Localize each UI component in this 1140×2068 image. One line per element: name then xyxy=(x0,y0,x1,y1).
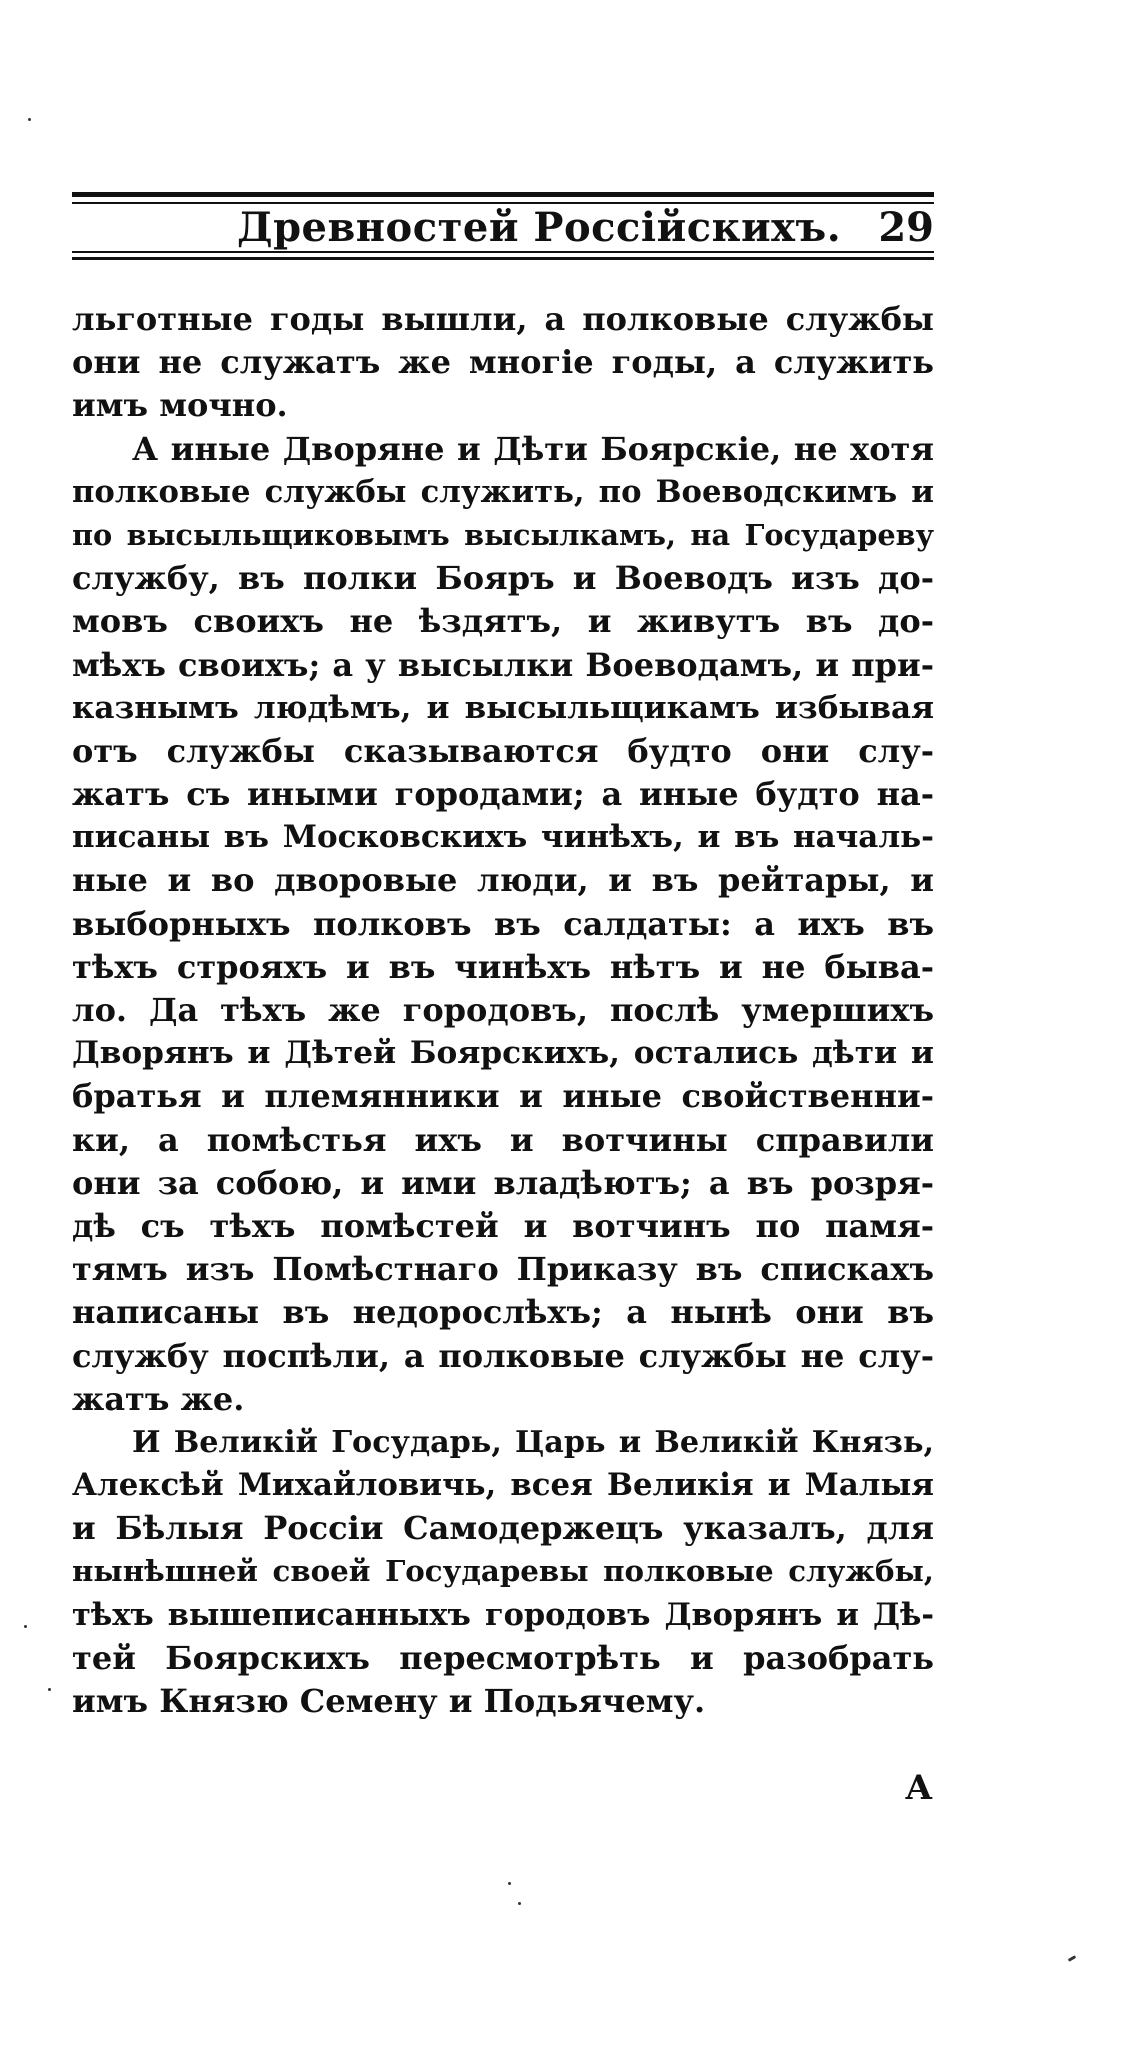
text-line: ки, а помѣстья ихъ и вотчины справили xyxy=(72,1120,934,1159)
text-line: писаны въ Московскихъ чинѣхъ, и въ началь- xyxy=(72,819,934,856)
text-line: отъ службы сказываются будто они слу- xyxy=(72,731,934,770)
text-line: А иные Дворяне и Дѣти Боярскіе, не хотя xyxy=(132,429,934,468)
text-line: полковые службы служить, по Воеводскимъ и xyxy=(72,473,934,510)
text-line: тѣхъ строяхъ и въ чинѣхъ нѣтъ и не быва- xyxy=(72,947,934,986)
text-line: мѣхъ своихъ; а у высылки Воеводамъ, и при- xyxy=(72,645,934,684)
text-line: имъ Князю Семену и Подьячему. xyxy=(72,1682,706,1720)
running-head xyxy=(72,205,934,251)
running-title: Древностей Россійскихъ. xyxy=(237,204,842,251)
text-line: имъ мочно. xyxy=(72,386,288,425)
text-line: службу, въ полки Бояръ и Воеводъ изъ до- xyxy=(72,559,934,598)
page-number: 29 xyxy=(878,204,934,251)
header-rule-top-thick xyxy=(72,192,934,197)
text-line: и Бѣлыя Россіи Самодержецъ указалъ, для xyxy=(72,1509,934,1548)
text-line: жатъ съ иными городами; а иные будто на- xyxy=(72,775,934,814)
text-line: мовъ своихъ не ѣздятъ, и живутъ въ до- xyxy=(72,602,934,641)
text-line: по высыльщиковымъ высылкамъ, на Государеву xyxy=(72,517,934,552)
text-line: жатъ же. xyxy=(72,1379,245,1418)
text-line: они не служатъ же многіе годы, а служить xyxy=(72,343,934,382)
text-line: льготные годы вышли, а полковые службы xyxy=(72,300,934,338)
text-line: Дворянъ и Дѣтей Боярскихъ, остались дѣти и xyxy=(72,1035,934,1072)
text-line: дѣ съ тѣхъ помѣстей и вотчинъ по памя- xyxy=(72,1206,934,1245)
header-rule-bottom-thick xyxy=(72,257,934,260)
catchword: А xyxy=(905,1768,933,1808)
text-line: ные и во дворовые люди, и въ рейтары, и xyxy=(72,861,934,900)
text-line: казнымъ людѣмъ, и высыльщикамъ избывая xyxy=(72,689,934,726)
text-line: выборныхъ полковъ въ салдаты: а ихъ въ xyxy=(72,904,934,943)
body-text xyxy=(72,298,934,1723)
text-line: Алексѣй Михайловичь, всея Великія и Малыя xyxy=(72,1467,934,1504)
text-line: тямъ изъ Помѣстнаго Приказу въ спискахъ xyxy=(72,1250,934,1289)
text-line: тѣхъ вышеписанныхъ городовъ Дворянъ и Дѣ- xyxy=(72,1596,934,1633)
text-line: ло. Да тѣхъ же городовъ, послѣ умершихъ xyxy=(72,991,934,1029)
text-line: службу поспѣли, а полковые службы не слу- xyxy=(72,1336,934,1375)
text-line: написаны въ недорослѣхъ; а нынѣ они въ xyxy=(72,1293,934,1332)
text-line: братья и племянники и иные свойственни- xyxy=(72,1077,934,1116)
text-line: они за собою, и ими владѣютъ; а въ розря- xyxy=(72,1163,934,1202)
text-line: нынѣшней своей Государевы полковые службы, xyxy=(72,1554,934,1589)
text-line: И Великій Государь, Царь и Великій Князь, xyxy=(132,1424,934,1460)
header-rule-bottom-thin xyxy=(72,251,934,253)
text-line: тей Боярскихъ пересмотрѣть и разобрать xyxy=(72,1638,934,1677)
